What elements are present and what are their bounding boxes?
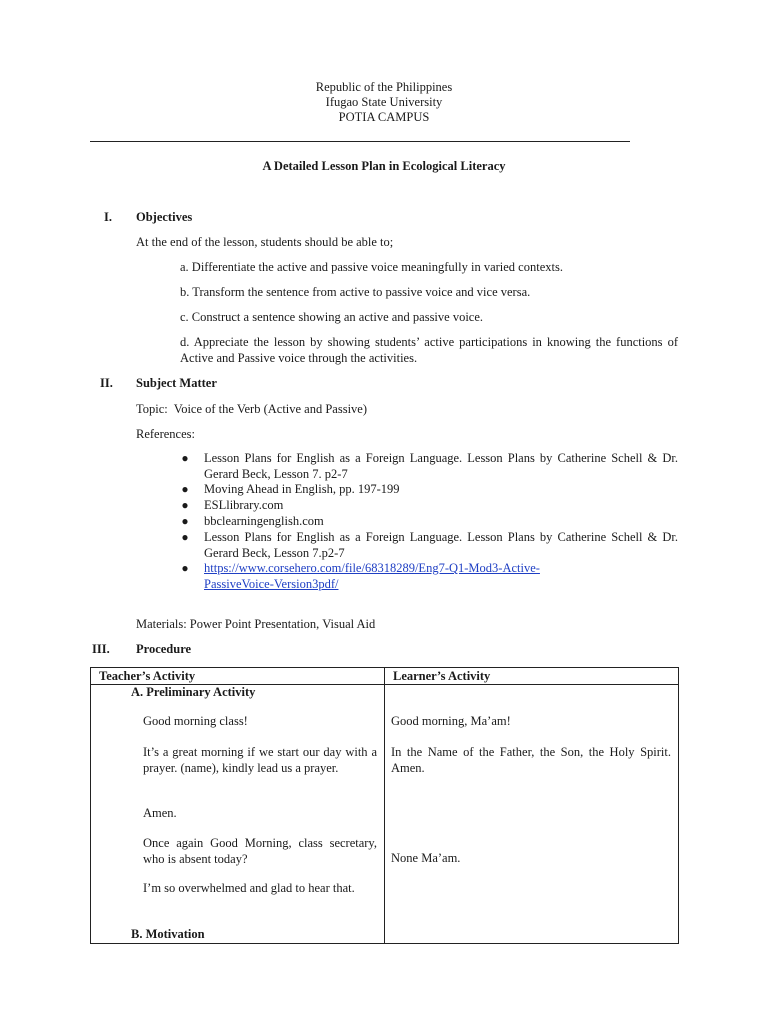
- header-cell-learner: [385, 668, 679, 685]
- learner-line: Good morning, Ma’am!: [391, 714, 511, 728]
- objective-item-a: a. Differentiate the active and passive voice meaningfully in varied contexts.: [180, 260, 563, 274]
- bullet-icon: ●: [181, 530, 189, 544]
- teacher-activity-header: Teacher’s Activity: [99, 669, 196, 683]
- teacher-cell: [91, 685, 385, 944]
- reference-item: ESLlibrary.com: [204, 498, 284, 512]
- bullet-icon: ●: [181, 498, 189, 512]
- objectives-intro: At the end of the lesson, students should be able to;: [136, 235, 394, 249]
- objective-item-d: d. Appreciate the lesson by showing students’ active participations in knowing the functions of Active and Passive voice through the activities.: [180, 335, 678, 365]
- learner-activity-header: Learner’s Activity: [393, 669, 491, 683]
- section-heading-subject: Subject Matter: [136, 376, 217, 390]
- teacher-line: Amen.: [143, 806, 177, 820]
- teacher-line: Good morning class!: [143, 714, 248, 728]
- subheading-motivation: B. Motivation: [131, 927, 205, 941]
- learner-line: None Ma’am.: [391, 851, 461, 865]
- objective-item-c: c. Construct a sentence showing an active and passive voice.: [180, 310, 484, 324]
- header-divider: [90, 141, 630, 142]
- references-label: References:: [136, 427, 195, 441]
- bullet-icon: ●: [181, 482, 189, 496]
- teacher-line: I’m so overwhelmed and glad to hear that.: [143, 881, 355, 895]
- reference-link-line2[interactable]: PassiveVoice-Version3pdf/: [204, 576, 339, 591]
- section-numeral-subject: II.: [100, 376, 113, 390]
- reference-item: bbclearningenglish.com: [204, 514, 324, 528]
- reference-item: Lesson Plans for English as a Foreign Language. Lesson Plans by Catherine Schell & Dr. Gerard Beck, Lesson 7. p2-7: [204, 451, 678, 481]
- reference-link[interactable]: [204, 561, 540, 592]
- table-header-row: [91, 668, 679, 685]
- learner-line: In the Name of the Father, the Son, the Holy Spirit. Amen.: [391, 745, 671, 775]
- document-title: A Detailed Lesson Plan in Ecological Literacy: [262, 159, 506, 173]
- teacher-line: Once again Good Morning, class secretary, who is absent today?: [143, 836, 377, 866]
- bullet-icon: ●: [181, 561, 189, 575]
- subject-topic: Topic: Voice of the Verb (Active and Passive): [136, 402, 368, 416]
- header-campus: POTIA CAMPUS: [338, 110, 430, 124]
- section-heading-procedure: Procedure: [136, 642, 192, 656]
- table-row: [91, 685, 679, 944]
- learner-cell: [385, 685, 679, 944]
- section-numeral-procedure: III.: [92, 642, 110, 656]
- reference-item: Lesson Plans for English as a Foreign Language. Lesson Plans by Catherine Schell & Dr. Gerard Beck, Lesson 7.p2-7: [204, 530, 678, 560]
- section-heading-objectives: Objectives: [136, 210, 193, 224]
- header-university: Ifugao State University: [325, 95, 443, 109]
- section-numeral-objectives: I.: [104, 210, 112, 224]
- bullet-icon: ●: [181, 451, 189, 465]
- reference-link-line1[interactable]: https://www.corsehero.com/file/68318289/Eng7-Q1-Mod3-Active-: [204, 561, 540, 575]
- reference-item: Moving Ahead in English, pp. 197-199: [204, 482, 400, 496]
- procedure-table: [90, 667, 679, 944]
- objective-item-b: b. Transform the sentence from active to passive voice and vice versa.: [180, 285, 531, 299]
- header-cell-teacher: [91, 668, 385, 685]
- header-republic: Republic of the Philippines: [315, 80, 453, 94]
- materials-line: Materials: Power Point Presentation, Visual Aid: [136, 617, 376, 631]
- subheading-preliminary: A. Preliminary Activity: [131, 685, 256, 699]
- teacher-line: It’s a great morning if we start our day with a prayer. (name), kindly lead us a prayer.: [143, 745, 377, 775]
- bullet-icon: ●: [181, 514, 189, 528]
